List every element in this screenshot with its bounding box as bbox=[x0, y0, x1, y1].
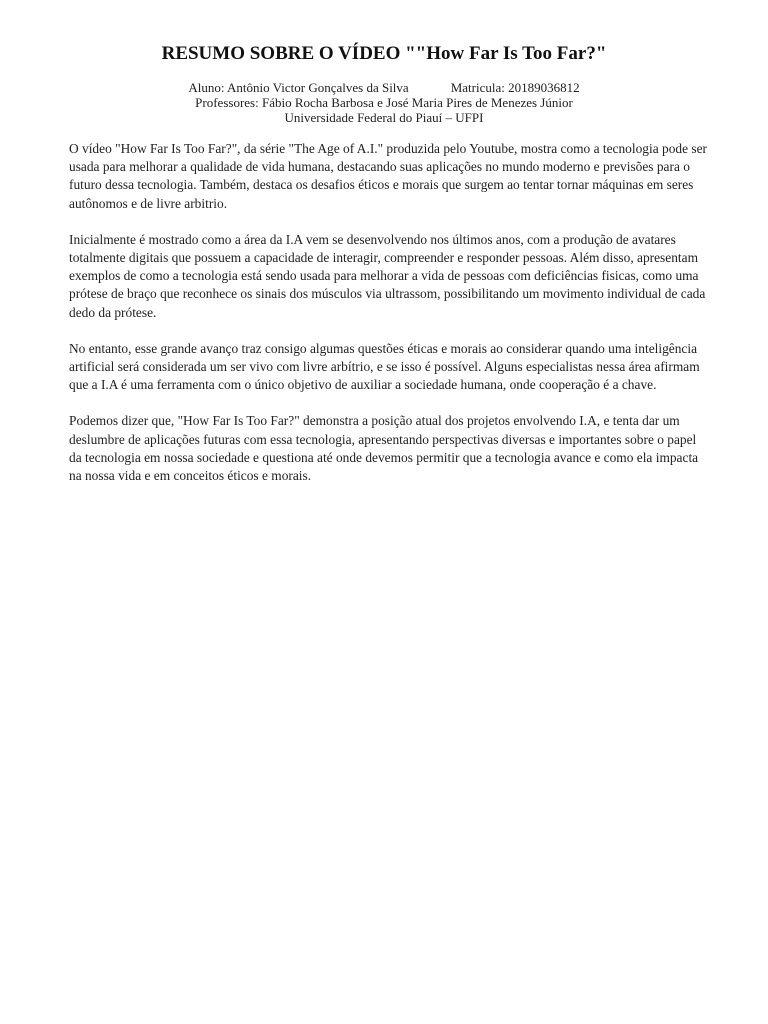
student-name: Aluno: Antônio Victor Gonçalves da Silva bbox=[188, 80, 409, 95]
paragraph-intro: O vídeo "How Far Is Too Far?", da série "The Age of A.I." produzida pelo Youtube, mostra como a tecnologia pode ser usada para melhorar a qualidade de vida humana, destacando suas aplicações no mundo moderno e previsões para o futuro dessa tecnologia. Também, destaca os desafios éticos e morais que surgem ao tentar tornar máquinas em seres autônomos e de livre arbitrio. bbox=[69, 141, 707, 211]
header-line-student bbox=[0, 80, 768, 95]
document-title: RESUMO SOBRE O VÍDEO ""How Far Is Too Far?" bbox=[161, 43, 607, 64]
document-header bbox=[0, 80, 768, 125]
paragraph-ethics: No entanto, esse grande avanço traz consigo algumas questões éticas e morais ao considerar quando uma inteligência artificial será considerada um ser vivo com livre arbítrio, e se isso é possível. Alguns especialistas nessa área afirmam que a I.A é uma ferramenta com o único objetivo de auxiliar a sociedade humana, onde cooperação é a chave. bbox=[69, 340, 700, 393]
paragraph-development: Inicialmente é mostrado como a área da I.A vem se desenvolvendo nos últimos anos, com a produção de avatares totalmente digitais que possuem a capacidade de interagir, compreender e responder pessoas. Além disso, apresentam exemplos de como a tecnologia está sendo usada para melhorar a vida de pessoas com deficiências fisicas, como uma prótese de braço que reconhece os sinais dos músculos via ultrassom, possibilitando um movimento individual de cada dedo da prótese. bbox=[69, 231, 706, 320]
paragraph-conclusion: Podemos dizer que, "How Far Is Too Far?" demonstra a posição atual dos projetos envolvendo I.A, e tenta dar um deslumbre de aplicações futuras com essa tecnologia, apresentando perspectivas diversas e importantes sobre o papel da tecnologia em nossa sociedade e questiona até onde devemos permitir que a tecnologia avance e como ela impacta na nossa vida e em conceitos éticos e morais. bbox=[69, 413, 699, 484]
document-body bbox=[69, 140, 709, 503]
professors-line: Professores: Fábio Rocha Barbosa e José Maria Pires de Menezes Júnior bbox=[195, 95, 573, 110]
enrollment-number: Matricula: 20189036812 bbox=[450, 80, 580, 95]
university-line: Universidade Federal do Piauí – UFPI bbox=[284, 110, 484, 125]
